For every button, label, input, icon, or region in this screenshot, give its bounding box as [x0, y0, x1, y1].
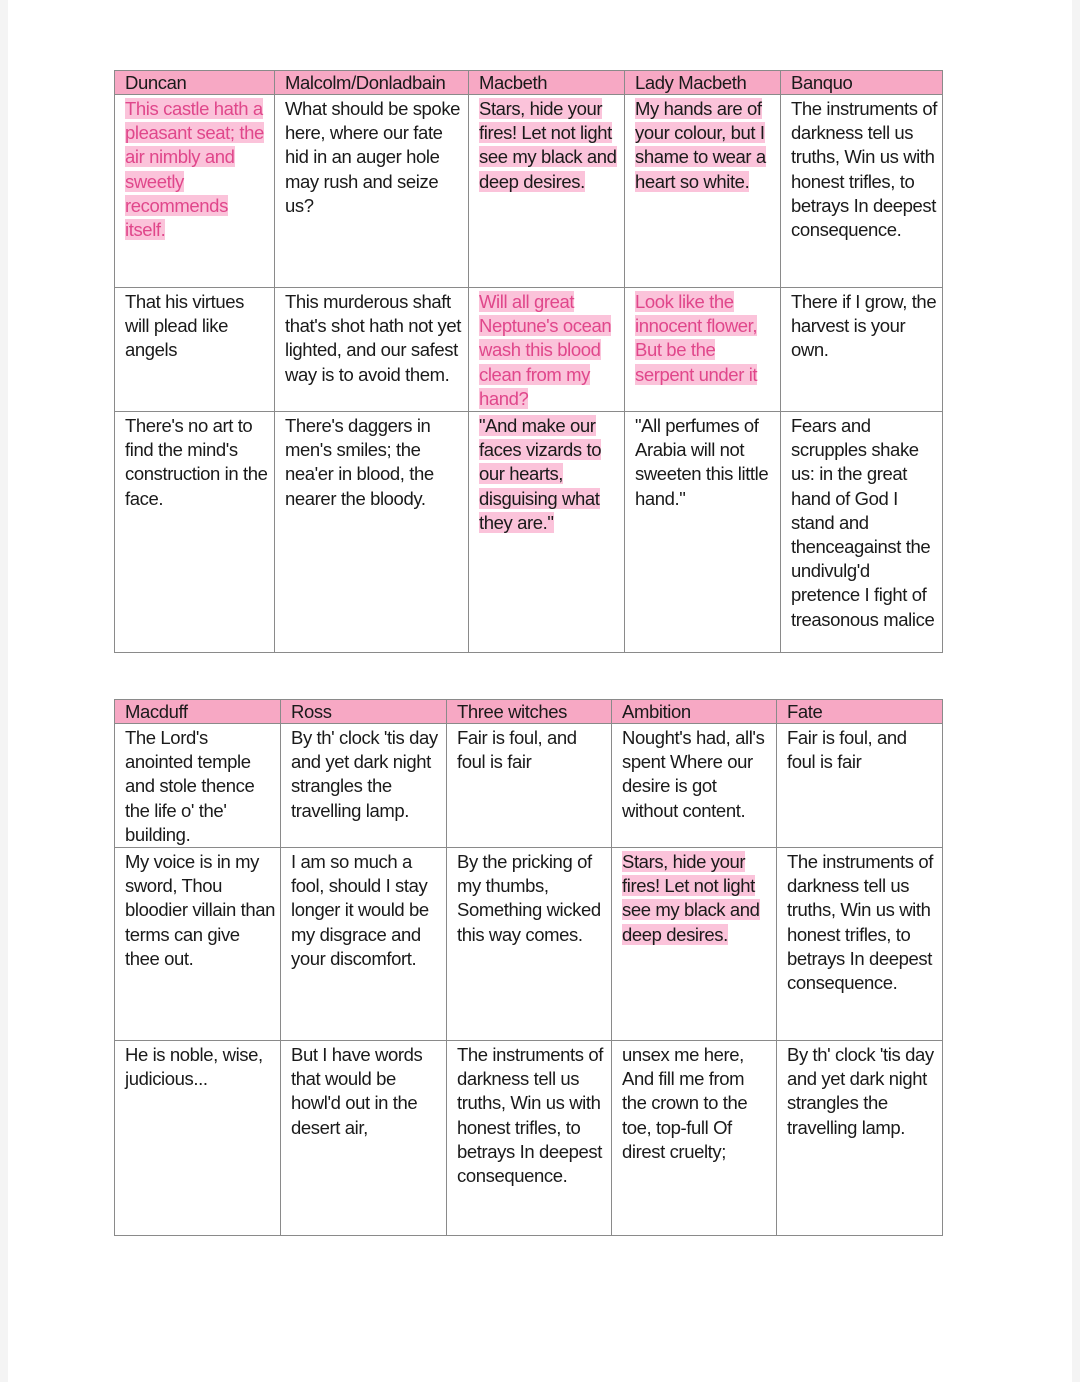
quote-cell: "All perfumes of Arabia will not sweeten this little hand." — [625, 412, 781, 653]
quote-cell: By th' clock 'tis day and yet dark night strangles the travelling lamp. — [777, 1041, 943, 1236]
header-ambition: Ambition — [612, 700, 777, 724]
header-banquo: Banquo — [781, 71, 943, 95]
table-row — [115, 724, 943, 848]
header-macduff: Macduff — [115, 700, 281, 724]
quote-cell: This murderous shaft that's shot hath not yet lighted, and our safest way is to avoid them. — [275, 288, 469, 412]
quote-cell: My voice is in my sword, Thou bloodier villain than terms can give thee out. — [115, 848, 281, 1041]
table-row — [115, 288, 943, 412]
table-row — [115, 95, 943, 288]
quote-cell: By the pricking of my thumbs, Something wicked this way comes. — [447, 848, 612, 1041]
quote-cell: By th' clock 'tis day and yet dark night strangles the travelling lamp. — [281, 724, 447, 848]
quote-cell — [469, 412, 625, 653]
header-fate: Fate — [777, 700, 943, 724]
quote-cell: The instruments of darkness tell us truths, Win us with honest trifles, to betrays In deepest consequence. — [447, 1041, 612, 1236]
quote-cell: He is noble, wise, judicious... — [115, 1041, 281, 1236]
quote-cell: Fair is foul, and foul is fair — [447, 724, 612, 848]
highlighted-quote: My hands are of your colour, but I shame to wear a heart so white. — [635, 98, 766, 192]
quote-cell — [115, 95, 275, 288]
quote-cell: There's daggers in men's smiles; the nea'er in blood, the nearer the bloody. — [275, 412, 469, 653]
header-lady-macbeth: Lady Macbeth — [625, 71, 781, 95]
highlighted-quote: Stars, hide your fires! Let not light see my black and deep desires. — [622, 851, 760, 945]
quote-cell: The Lord's anointed temple and stole thence the life o' the' building. — [115, 724, 281, 848]
quote-cell — [625, 95, 781, 288]
quote-cell: I am so much a fool, should I stay longer it would be my disgrace and your discomfort. — [281, 848, 447, 1041]
highlighted-quote: Will all great Neptune's ocean wash this blood clean from my hand? — [479, 291, 612, 409]
highlighted-quote: Stars, hide your fires! Let not light see my black and deep desires. — [479, 98, 617, 192]
quote-cell: The instruments of darkness tell us truths, Win us with honest trifles, to betrays In deepest consequence. — [781, 95, 943, 288]
quote-cell: The instruments of darkness tell us truths, Win us with honest trifles, to betrays In deepest consequence. — [777, 848, 943, 1041]
quote-cell — [469, 288, 625, 412]
header-three-witches: Three witches — [447, 700, 612, 724]
quote-cell — [612, 848, 777, 1041]
header-malcolm-donalbain: Malcolm/Donladbain — [275, 71, 469, 95]
character-quotes-table-1 — [114, 70, 943, 653]
table-row — [115, 1041, 943, 1236]
header-row — [115, 71, 943, 95]
quote-cell: Fears and scrupples shake us: in the great hand of God I stand and thenceagainst the undivulg'd pretence I fight of treasonous malice — [781, 412, 943, 653]
quote-cell: Fair is foul, and foul is fair — [777, 724, 943, 848]
quote-cell: Nought's had, all's spent Where our desire is got without content. — [612, 724, 777, 848]
highlighted-quote: "And make our faces vizards to our hearts, disguising what they are." — [479, 415, 602, 533]
header-row — [115, 700, 943, 724]
quote-cell — [469, 95, 625, 288]
quote-cell: That his virtues will plead like angels — [115, 288, 275, 412]
highlighted-quote: Look like the innocent flower, But be the serpent under it — [635, 291, 758, 385]
quote-cell: But I have words that would be howl'd out in the desert air, — [281, 1041, 447, 1236]
quote-cell: unsex me here, And fill me from the crown to the toe, top-full Of direst cruelty; — [612, 1041, 777, 1236]
quote-cell — [625, 288, 781, 412]
character-quotes-table-2 — [114, 699, 943, 1236]
quote-cell: There's no art to find the mind's construction in the face. — [115, 412, 275, 653]
table-row — [115, 848, 943, 1041]
header-duncan: Duncan — [115, 71, 275, 95]
quote-cell: There if I grow, the harvest is your own. — [781, 288, 943, 412]
table-row — [115, 412, 943, 653]
quote-cell: What should be spoke here, where our fate hid in an auger hole may rush and seize us? — [275, 95, 469, 288]
header-macbeth: Macbeth — [469, 71, 625, 95]
header-ross: Ross — [281, 700, 447, 724]
highlighted-quote: This castle hath a pleasant seat; the air nimbly and sweetly recommends itself. — [125, 98, 264, 241]
